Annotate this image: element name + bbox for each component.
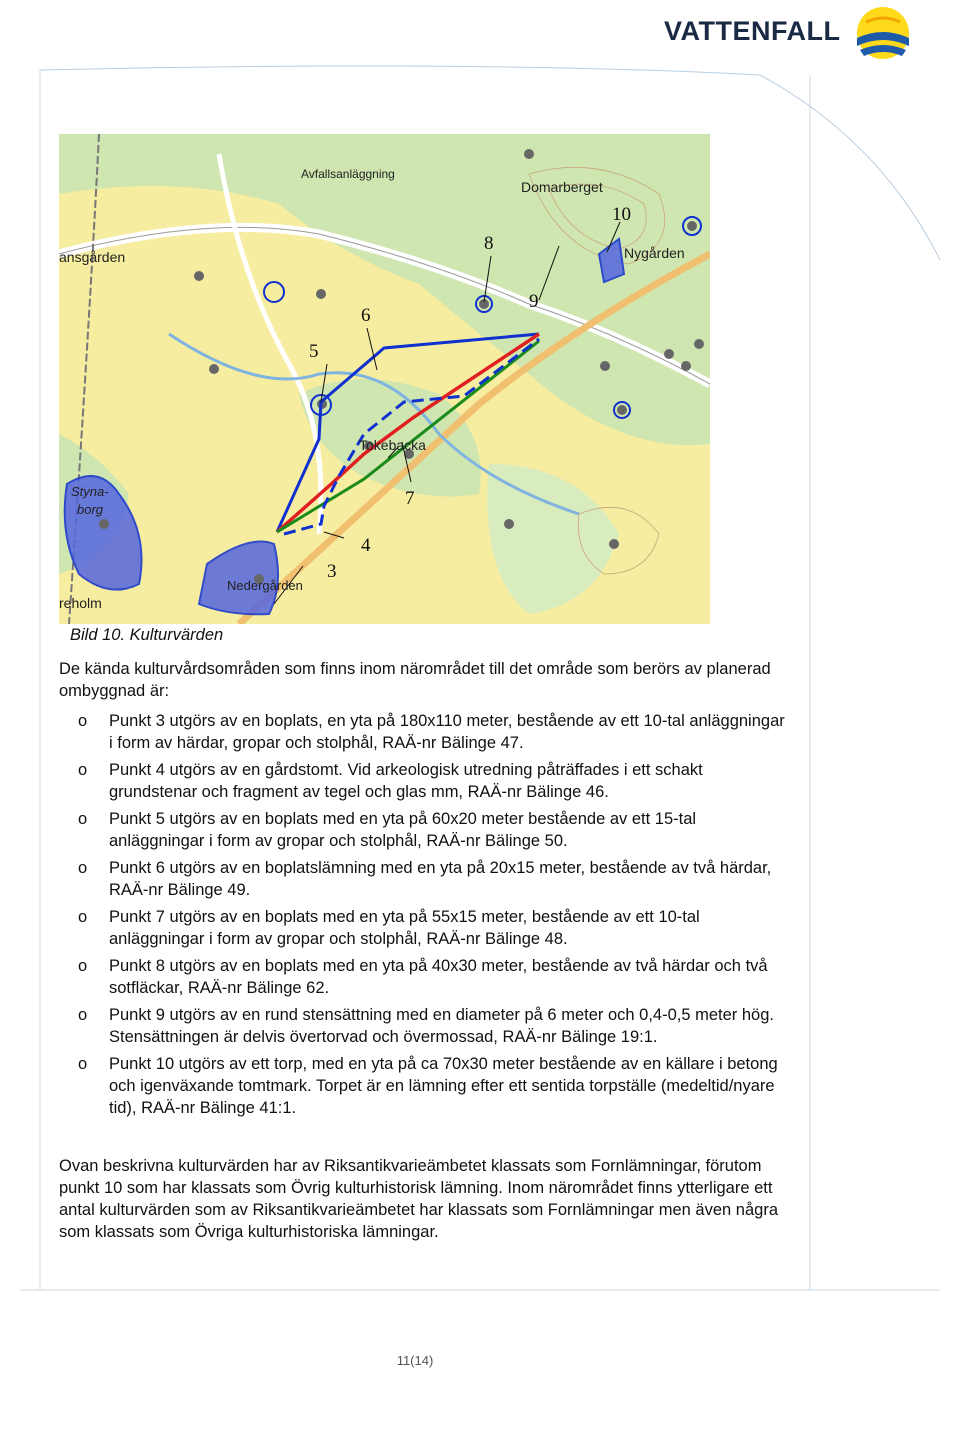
list-item-text: Punkt 8 utgörs av en boplats med en yta på 40x30 meter, bestående av två härdar och två sotfläckar, RAÄ-nr Bälinge 62. [109,957,768,997]
place-label-nedergarden: Nedergården [227,578,303,593]
map-drawing [59,134,710,624]
place-label-stynaborg-2: borg [77,502,104,517]
point-label-9: 9 [529,291,539,312]
culture-values-map [59,134,710,624]
page-number: 11(14) [396,1353,434,1368]
intro-paragraph: De kända kulturvårdsområden som finns inom närområdet till det område som berörs av planerad ombyggnad är: [59,660,771,700]
bullet-symbol: o [78,810,88,828]
list-item-text: Punkt 6 utgörs av en boplatslämning med en yta på 20x15 meter, bestående av två härdar, RAÄ-nr Bälinge 49. [109,859,772,899]
list-item [59,955,789,999]
bullet-symbol: o [78,761,88,779]
list-item [59,759,789,803]
sun-logo-icon [854,4,912,62]
vattenfall-logo [664,4,924,62]
list-item [59,1053,789,1119]
bullet-symbol: o [78,712,88,730]
figure-caption: Bild 10. Kulturvärden [70,626,224,644]
place-label-stynaborg-1: Styna- [71,484,109,499]
bullet-symbol: o [78,1006,88,1024]
summary-paragraph: Ovan beskrivna kulturvärden har av Riksantikvarieämbetet klassats som Fornlämningar, förutom punkt 10 som har klassats som Övrig kulturhistorisk lämning. Inom närområdet finns ytterligare ett antal kulturvärden som av Riksantikvarieämbetet har klassats som Fornlämningar men även några som klassats som Övriga kulturhistoriska lämningar. [59,1157,778,1241]
list-item [59,857,789,901]
place-label-reholm: reholm [59,595,102,611]
culture-points-list [59,710,789,1124]
list-item-text: Punkt 9 utgörs av en rund stensättning med en diameter på 6 meter och 0,4-0,5 meter hög. Stensättningen är delvis övertorvad och övermossad, RAÄ-nr Bälinge 19:1. [109,1006,774,1046]
place-label-domarberget: Domarberget [521,179,603,195]
list-item [59,808,789,852]
bullet-symbol: o [78,957,88,975]
place-label-nygarden: Nygården [624,245,685,261]
point-label-6: 6 [361,305,371,326]
point-label-7: 7 [405,488,415,509]
list-item [59,710,789,754]
list-item [59,906,789,950]
list-item-text: Punkt 3 utgörs av en boplats, en yta på 180x110 meter, bestående av ett 10-tal anläggningar i form av härdar, gropar och stolphål, RAÄ-nr Bälinge 47. [109,712,785,752]
place-label-avfallsanlaggning: Avfallsanläggning [301,167,395,181]
point-label-5: 5 [309,341,319,362]
list-item-text: Punkt 5 utgörs av en boplats med en yta på 60x20 meter bestående av ett 15-tal anläggningar i form av gropar och stolphål, RAÄ-nr Bälinge 50. [109,810,697,850]
logo-text: VATTENFALL [664,16,841,46]
list-item-text: Punkt 10 utgörs av ett torp, med en yta på ca 70x30 meter bestående av en källare i betong och igenväxande tomtmark. Torpet är en lämning efter ett sentida torpställe (medeltid/nyare tid), RAÄ-nr Bälinge 41:1. [109,1055,778,1117]
point-label-10: 10 [612,204,631,225]
point-label-8: 8 [484,233,494,254]
bullet-symbol: o [78,1055,88,1073]
point-label-3: 3 [327,561,337,582]
list-item-text: Punkt 7 utgörs av en boplats med en yta på 55x15 meter, bestående av ett 10-tal anläggningar i form av gropar och stolphål, RAÄ-nr Bälinge 48. [109,908,700,948]
bullet-symbol: o [78,859,88,877]
place-label-ansgarden: ansgården [59,249,126,265]
point-label-4: 4 [361,535,371,556]
list-item-text: Punkt 4 utgörs av en gårdstomt. Vid arkeologisk utredning påträffades i ett schakt grundstenar och fragment av tegel och glas mm, RAÄ-nr Bälinge 46. [109,761,703,801]
bullet-symbol: o [78,908,88,926]
list-item [59,1004,789,1048]
place-label-tokebacka: Tokebacka [359,437,426,453]
